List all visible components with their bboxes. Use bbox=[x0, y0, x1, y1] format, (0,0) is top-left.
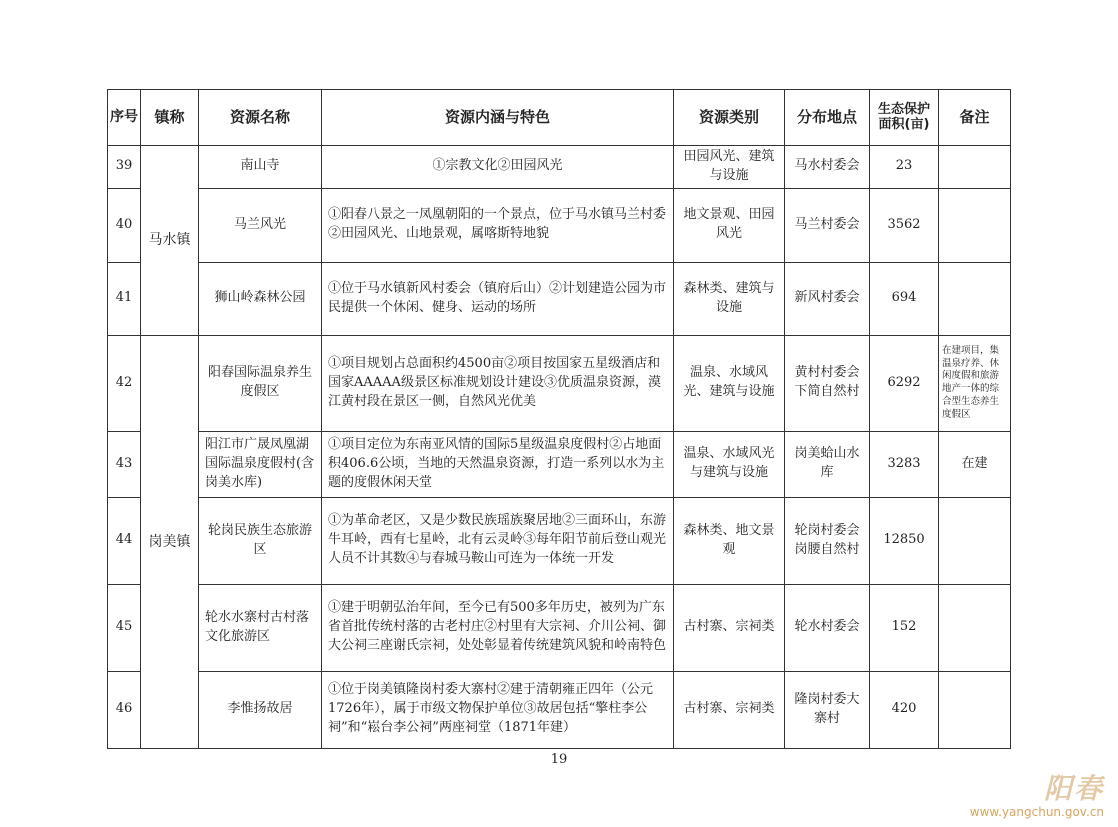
table-row bbox=[108, 431, 1011, 497]
resource-note bbox=[939, 146, 1011, 189]
header-seq: 序号 bbox=[108, 90, 141, 146]
table-row bbox=[108, 188, 1011, 262]
page-number: 19 bbox=[550, 752, 568, 767]
resource-note bbox=[939, 497, 1011, 584]
table-header-row bbox=[108, 90, 1011, 146]
watermark-url: www.yangchun.gov.cn bbox=[969, 805, 1104, 819]
table-row bbox=[108, 671, 1011, 748]
resource-name: 轮岗民族生态旅游区 bbox=[199, 497, 322, 584]
resource-note: 在建 bbox=[939, 431, 1011, 497]
header-note: 备注 bbox=[939, 90, 1011, 146]
resource-type: 森林类、地文景观 bbox=[674, 497, 785, 584]
resource-area: 12850 bbox=[870, 497, 939, 584]
resource-type: 温泉、水域风光与建筑与设施 bbox=[674, 431, 785, 497]
resource-area: 420 bbox=[870, 671, 939, 748]
resource-name: 马兰风光 bbox=[199, 188, 322, 262]
resource-type: 地文景观、田园风光 bbox=[674, 188, 785, 262]
row-seq: 45 bbox=[108, 584, 141, 671]
resource-type: 古村寨、宗祠类 bbox=[674, 671, 785, 748]
resource-name: 轮水水寨村古村落文化旅游区 bbox=[199, 584, 322, 671]
resource-name: 狮山岭森林公园 bbox=[199, 262, 322, 335]
resource-note bbox=[939, 262, 1011, 335]
resource-location: 轮岗村委会岗腰自然村 bbox=[785, 497, 870, 584]
resource-type: 森林类、建筑与设施 bbox=[674, 262, 785, 335]
resource-name: 李惟扬故居 bbox=[199, 671, 322, 748]
resource-area: 3562 bbox=[870, 188, 939, 262]
town-cell-mashui: 马水镇 bbox=[141, 146, 199, 336]
table-row bbox=[108, 584, 1011, 671]
resource-type: 古村寨、宗祠类 bbox=[674, 584, 785, 671]
resource-type: 田园风光、建筑与设施 bbox=[674, 146, 785, 189]
resource-location: 轮水村委会 bbox=[785, 584, 870, 671]
resource-location: 隆岗村委大寨村 bbox=[785, 671, 870, 748]
resource-note bbox=[939, 188, 1011, 262]
table-row bbox=[108, 497, 1011, 584]
header-desc: 资源内涵与特色 bbox=[322, 90, 674, 146]
row-seq: 44 bbox=[108, 497, 141, 584]
resource-area: 3283 bbox=[870, 431, 939, 497]
resource-name: 阳春国际温泉养生度假区 bbox=[199, 335, 322, 431]
resource-area: 23 bbox=[870, 146, 939, 189]
header-area: 生态保护面积(亩) bbox=[870, 90, 939, 146]
watermark-logo: 阳春 bbox=[1043, 772, 1104, 805]
row-seq: 39 bbox=[108, 146, 141, 189]
resource-desc: ①项目定位为东南亚风情的国际5星级温泉度假村②占地面积406.6公顷，当地的天然温泉资源，打造一系列以水为主题的度假休闲天堂 bbox=[322, 431, 674, 497]
row-seq: 42 bbox=[108, 335, 141, 431]
header-town: 镇称 bbox=[141, 90, 199, 146]
header-name: 资源名称 bbox=[199, 90, 322, 146]
table-row bbox=[108, 146, 1011, 189]
row-seq: 41 bbox=[108, 262, 141, 335]
resource-desc: ①阳春八景之一凤凰朝阳的一个景点，位于马水镇马兰村委②田园风光、山地景观，属喀斯特地貌 bbox=[322, 188, 674, 262]
header-type: 资源类别 bbox=[674, 90, 785, 146]
resource-area: 6292 bbox=[870, 335, 939, 431]
resource-location: 岗美蛤山水库 bbox=[785, 431, 870, 497]
resource-desc: ①项目规划占总面积约4500亩②项目按国家五星级酒店和国家AAAAA级景区标准规划设计建设③优质温泉资源，漠江黄村段在景区一侧，自然风光优美 bbox=[322, 335, 674, 431]
resource-name: 阳江市广晟凤凰湖国际温泉度假村(含岗美水库) bbox=[199, 431, 322, 497]
resource-type: 温泉、水域风光、建筑与设施 bbox=[674, 335, 785, 431]
row-seq: 46 bbox=[108, 671, 141, 748]
resource-area: 694 bbox=[870, 262, 939, 335]
resource-location: 黄村村委会下简自然村 bbox=[785, 335, 870, 431]
resource-note bbox=[939, 671, 1011, 748]
resource-desc: ①位于马水镇新风村委会（镇府后山）②计划建造公园为市民提供一个休闲、健身、运动的场所 bbox=[322, 262, 674, 335]
header-loc: 分布地点 bbox=[785, 90, 870, 146]
resource-name: 南山寺 bbox=[199, 146, 322, 189]
resource-note bbox=[939, 584, 1011, 671]
resource-location: 马水村委会 bbox=[785, 146, 870, 189]
row-seq: 40 bbox=[108, 188, 141, 262]
resource-location: 马兰村委会 bbox=[785, 188, 870, 262]
resource-note: 在建项目，集温泉疗养、休闲度假和旅游地产一体的综合型生态养生度假区 bbox=[939, 335, 1011, 431]
row-seq: 43 bbox=[108, 431, 141, 497]
town-cell-gangmei: 岗美镇 bbox=[141, 335, 199, 748]
resource-desc: ①为革命老区，又是少数民族瑶族聚居地②三面环山，东游牛耳岭，西有七星岭，北有云灵岭③每年阳节前后登山观光人员不计其数④与春城马鞍山可连为一体统一开发 bbox=[322, 497, 674, 584]
resource-desc: ①位于岗美镇隆岗村委大寨村②建于清朝雍正四年（公元1726年），属于市级文物保护单位③故居包括“擎柱李公祠”和“崧台李公祠”两座祠堂（1871年建） bbox=[322, 671, 674, 748]
watermark bbox=[969, 772, 1104, 819]
resource-desc: ①建于明朝弘治年间，至今已有500多年历史，被列为广东省首批传统村落的古老村庄②村里有大宗祠、介川公祠、御大公祠三座谢氏宗祠，处处彰显着传统建筑风貌和岭南特色 bbox=[322, 584, 674, 671]
resource-area: 152 bbox=[870, 584, 939, 671]
resource-table bbox=[107, 89, 1011, 749]
resource-location: 新风村委会 bbox=[785, 262, 870, 335]
resource-desc: ①宗教文化②田园风光 bbox=[322, 146, 674, 189]
table-row bbox=[108, 262, 1011, 335]
table-row bbox=[108, 335, 1011, 431]
